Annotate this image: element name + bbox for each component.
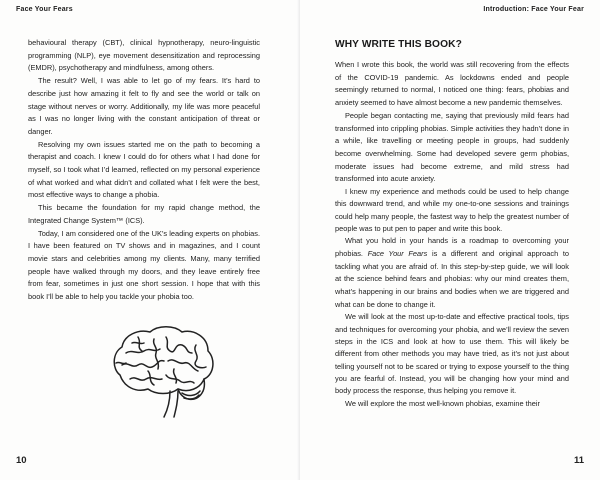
right-page-number: 11 — [573, 455, 584, 466]
right-paragraph: People began contacting me, saying that previously mild fears had transformed into crippling phobias. Simple activities they hadn’t done in a while, like travelling or meeting people in groups, had suddenly become overwhelming. Some had developed severe germ phobias, moderate issues had become extreme, and mild stress had transformed into acute anxiety. — [335, 110, 569, 184]
left-paragraph: Resolving my own issues started me on the path to becoming a therapist and coach. I knew I could do for others what I had done for myself, so I took what I’d learned, reflected on my personal experience of what worked and what didn’t and collated what I felt were the best, most effective ways to change a phobia. — [28, 139, 260, 200]
left-page-number: 10 — [16, 455, 27, 466]
approach-sentence: is a different and original approach to tackling what you are afraid of. In this step-by-step guide, we will look at the science behind fears and phobias: why our mind creates them, what’s happening in our brains and bodies when we are triggered and what can be done to change it. — [335, 248, 569, 309]
left-paragraph: Today, I am considered one of the UK’s leading experts on phobias. I have been featured on TV shows and in magazines, and I count movie stars and celebrities among my clients. Many, many terrified people have walked through my doors, and they leave entirely free from fear, sometimes in just one short session. I hope that with this book I’ll be able to help you tackle your phobia too. — [28, 228, 260, 302]
roadmap-sentence: What you hold in your hands is a roadmap to overcoming your phobias. — [335, 236, 569, 258]
left-body-text — [28, 37, 260, 304]
brain-illustration — [108, 323, 218, 421]
right-body-text — [335, 38, 569, 410]
book-title-italic: Face Your Fears — [367, 248, 428, 258]
right-paragraph: We will look at the most up-to-date and effective practical tools, tips and techniques for overcoming your phobia, and we’ll review the seven steps in the ICS and look at how to use them. This will likely be different from other methods you may have tried, as it’s not just about telling yourself not to be scared or trying to expose yourself to the thing you are fearful of. Instead, you will be changing how your mind and body process the response, thus helping you remove it. — [335, 312, 569, 396]
left-paragraph: This became the foundation for my rapid change method, the Integrated Change System™ (ICS). — [28, 203, 260, 225]
right-page — [300, 0, 600, 480]
right-paragraph: I knew my experience and methods could be used to help change this downward trend, and while my one-to-one sessions and trainings could help many people, the fastest way to help the greatest number of people was to put pen to paper and write this book. — [335, 187, 569, 233]
right-running-head: Introduction: Face Your Fear — [483, 6, 584, 13]
right-paragraph — [335, 235, 569, 311]
section-heading: WHY WRITE THIS BOOK? — [335, 39, 462, 50]
right-paragraph: When I wrote this book, the world was still recovering from the effects of the COVID-19 pandemic. As lockdowns ended and people seemingly returned to normal, I noticed one thing: fears, phobias and anxiety seemed to have almost become a new pandemic themselves. — [335, 60, 569, 108]
left-running-head: Face Your Fears — [16, 6, 73, 13]
left-paragraph: The result? Well, I was able to let go of my fears. It’s hard to describe just how amazing it felt to fly and see the world or talk on stage without nerves or worry. Additionally, my life was more peaceful as I was no longer living with the constant anticipation of threat or danger. — [28, 76, 260, 136]
left-paragraph: behavioural therapy (CBT), clinical hypnotherapy, neuro-linguistic programming (NLP), eye movement desensitization and reprocessing (EMDR), psychotherapy and mindfulness, among others. — [28, 38, 260, 73]
right-paragraph: We will explore the most well-known phobias, examine their — [345, 398, 540, 408]
